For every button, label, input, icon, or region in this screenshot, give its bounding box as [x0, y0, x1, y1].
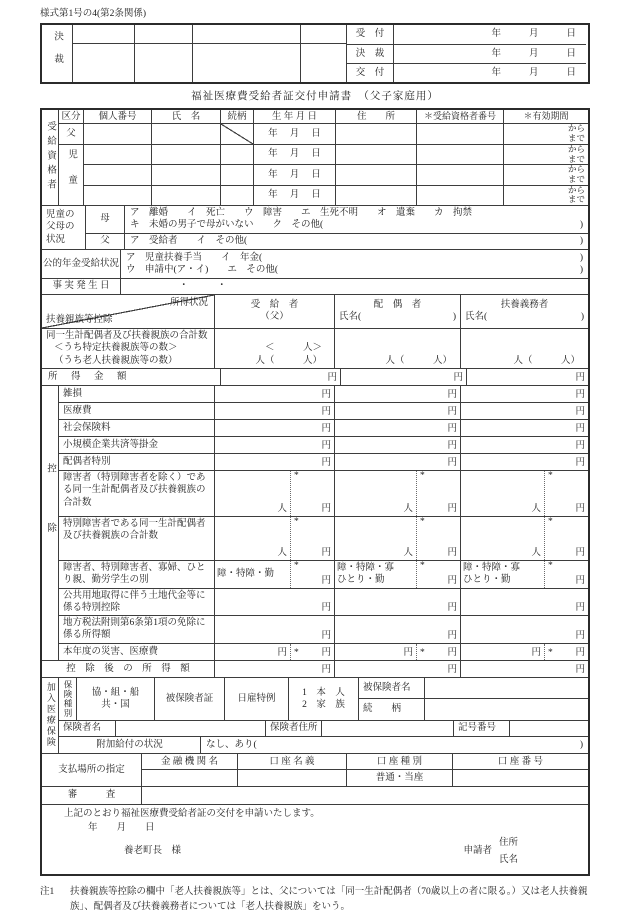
- review-cell: [141, 787, 588, 804]
- month-label: 月: [528, 67, 539, 78]
- deduction-row: 雑損 円 円 円: [58, 386, 588, 402]
- birthdate-cell: 年 月 日: [253, 145, 335, 164]
- account-holder-header: 口 座 名 義: [237, 754, 346, 770]
- amount-cell: 円: [220, 369, 340, 385]
- recipients-side-label: 受給資格者: [45, 121, 56, 194]
- address-cell: [335, 124, 416, 144]
- recipient-row-father: [58, 123, 588, 144]
- addressee: 養老町長 様: [124, 846, 182, 857]
- insurance-type-options: 協・組・船 共・国: [76, 678, 154, 720]
- relation-cell: [220, 186, 253, 205]
- valid-period-cell: から まで: [503, 186, 588, 205]
- recipient-number-cell: [416, 145, 503, 164]
- day-label: 日: [566, 29, 576, 40]
- dependents-count-row: [42, 328, 588, 368]
- stamp-box: [192, 25, 300, 43]
- income-amount-row: [42, 368, 588, 385]
- stamp-box: [300, 25, 346, 43]
- pension-label: 公的年金受給状況: [42, 258, 119, 269]
- applicant-address-label: 住所: [498, 837, 518, 848]
- amount-cell: 円: [334, 661, 460, 677]
- year-label: 年: [491, 67, 501, 78]
- year-label: 年: [491, 29, 501, 40]
- insurance-side-label: 加入医療保険: [45, 682, 56, 749]
- deduction-block: [42, 385, 588, 660]
- public-land-row: 公共用地取得に伴う土地代金等に係る特別控除 円 円 円: [58, 588, 588, 615]
- insurer-name-label: 保険者名: [58, 721, 115, 737]
- address-cell: [335, 186, 416, 205]
- fact-date-value: ・ ・: [120, 279, 588, 294]
- income-amount-label: 所 得 金 額: [48, 371, 129, 382]
- year-label: 年: [491, 48, 501, 59]
- col-header-valid-period: ＊有効期間: [503, 110, 588, 123]
- obligor-column-header: 扶養義務者 氏名( ): [460, 295, 588, 328]
- relation-cell-crossed: [220, 124, 253, 144]
- stamp-box: [72, 44, 134, 82]
- name-cell: [151, 186, 220, 205]
- account-number-header: 口 座 番 号: [452, 754, 588, 770]
- insurer-name-cell: [115, 721, 265, 737]
- approval-side-label: 決裁: [52, 31, 63, 77]
- special-disabled-row: 特別障害者である同一生計配偶者及び扶養親族の合計数 人 * 円 人 * 円 人 * 円: [58, 516, 588, 560]
- personal-number-cell: [83, 145, 151, 164]
- stamp-box: [134, 25, 192, 43]
- relation-cell: [220, 165, 253, 184]
- after-deduction-row: [42, 660, 588, 677]
- col-header-birthdate: 生 年 月 日: [253, 110, 335, 123]
- declaration-date: 年 月 日: [88, 823, 155, 834]
- account-number-cell: [452, 770, 588, 786]
- review-label: 審 査: [67, 790, 116, 801]
- recipient-rows-children: [58, 144, 588, 205]
- col-header-name: 氏 名: [151, 110, 220, 123]
- review-section: [42, 786, 588, 804]
- relation-value-cell: [424, 699, 588, 719]
- bank-name-header: 金 融 機 関 名: [160, 756, 218, 767]
- amount-cell: 円: [340, 369, 466, 385]
- issue-date-cell: [393, 64, 586, 82]
- account-type-header: 口 座 種 別: [346, 754, 452, 770]
- main-form-table: [40, 108, 590, 876]
- dependents-deduction-label: 扶養親族等控除: [46, 314, 113, 325]
- account-holder-cell: [237, 770, 346, 786]
- col-header-relation: 続柄: [220, 110, 253, 123]
- name-cell: [151, 124, 220, 144]
- additional-benefit-options: なし、あり( ): [200, 737, 588, 753]
- footnote-ref: 注1: [40, 886, 55, 897]
- payment-place-label: 支払場所の指定: [58, 764, 125, 775]
- insured-name-cell: [424, 678, 588, 698]
- personal-number-cell: [83, 186, 151, 205]
- day-label: 日: [566, 67, 576, 78]
- member-type-options: 1 本 人 2 家 族: [288, 678, 358, 720]
- after-deduction-label: 控 除 後 の 所 得 額: [66, 663, 190, 674]
- recipient-number-cell: [416, 186, 503, 205]
- reception-date-cell: [393, 25, 586, 43]
- stamp-box: [72, 25, 134, 43]
- recipients-section: [42, 110, 588, 205]
- recipient-number-cell: [416, 165, 503, 184]
- form-code: 様式第1号の4(第2条関係): [40, 9, 147, 19]
- day-label: 日: [566, 48, 576, 59]
- deduction-row: 配偶者特別 円 円 円: [58, 453, 588, 470]
- account-type-options: 普通・当座: [346, 770, 452, 786]
- approval-stamp-table: [40, 23, 590, 84]
- payment-section: [42, 753, 588, 786]
- relation-cell: [220, 145, 253, 164]
- amount-cell: 円: [466, 369, 588, 385]
- valid-period-cell: から まで: [503, 165, 588, 184]
- fact-date-section: [42, 278, 588, 294]
- deduction-side-label: 控除: [45, 463, 56, 583]
- insurer-address-cell: [321, 721, 453, 737]
- local-tax-row: 地方税法附則第6条第1項の免除に係る所得額 円 円 円: [58, 615, 588, 643]
- spouse-column-header: 配 偶 者 氏名( ): [334, 295, 460, 328]
- income-diagonal-header: [42, 295, 214, 328]
- birthdate-cell: 年 月 日: [253, 165, 335, 184]
- deduction-row: 医療費 円 円 円: [58, 402, 588, 419]
- fact-date-label: 事 実 発 生 日: [52, 281, 110, 292]
- applicant-name-label: 氏名: [498, 855, 518, 866]
- name-cell: [151, 145, 220, 164]
- bank-name-cell: [142, 770, 237, 786]
- deduction-row: 小規模企業共済等掛金 円 円 円: [58, 436, 588, 453]
- recipient-number-cell: [416, 124, 503, 144]
- col-header-personal-number: 個人番号: [83, 110, 151, 123]
- col-header-address: 住 所: [335, 110, 416, 123]
- mother-status-options: ア 離婚 イ 死亡 ウ 障害 エ 生死不明 オ 遺棄 カ 拘禁 キ 未婚の男子で母がいない ク その他( ): [130, 208, 583, 231]
- personal-number-cell: [83, 124, 151, 144]
- insurance-section: [42, 677, 588, 753]
- personal-number-cell: [83, 165, 151, 184]
- approval-date-cell: [393, 45, 586, 63]
- stamp-box: [134, 44, 192, 82]
- declaration-statement: 上記のとおり福祉医療費受給者証の交付を申請いたします。: [64, 808, 320, 819]
- stamp-box: [300, 44, 346, 82]
- income-status-label: 所得状況: [169, 297, 208, 308]
- insured-card-label: 被保険者証: [154, 678, 224, 720]
- relation-label: 続 柄: [358, 699, 424, 719]
- mother-row-label: 母: [100, 214, 110, 225]
- father-row-label: 父: [86, 233, 124, 249]
- month-label: 月: [528, 29, 539, 40]
- dependents-count-recipient: ＜ 人＞ 人（ 人）: [214, 329, 334, 368]
- pension-options: ア 児童扶養手当 イ 年金( ) ウ 申請中(ア・イ) エ その他( ): [120, 250, 588, 278]
- dependents-count-spouse: 人（ 人）: [334, 329, 460, 368]
- footnote-text: 扶養親族等控除の欄中「老人扶養親族等」とは、父については「同一生計配偶者（70歳以上の者に限る。）又は老人扶養親族」、配偶者及び扶養義務者については「老人扶養親族」をいう。: [70, 886, 588, 912]
- birthdate-cell: 年 月 日: [253, 124, 335, 144]
- income-header-row: [42, 294, 588, 328]
- disabled-dependents-row: 障害者（特別障害者を除く）である同一生計配偶者及び扶養親族の合計数 人 * 円 人 * 円 人 * 円: [58, 470, 588, 516]
- insurer-address-label: 保険者住所: [265, 721, 321, 737]
- dependents-count-label: 同一生計配偶者及び扶養親族の合計数 ＜うち特定扶養親族等の数＞ （うち老人扶養親族等の数）: [46, 330, 208, 366]
- children-category: 児童: [58, 145, 83, 205]
- approval-label: 決 裁: [355, 48, 385, 59]
- recipient-row-child: [83, 164, 588, 184]
- disaster-row: 本年度の災害、医療費 円 * 円 円 * 円 円 * 円: [58, 643, 588, 660]
- applicant-block: [463, 837, 518, 867]
- father-category: 父: [58, 124, 83, 144]
- col-header-category: 区分: [58, 110, 83, 123]
- month-label: 月: [528, 48, 539, 59]
- symbol-number-cell: [509, 721, 588, 737]
- amount-cell: 円: [460, 661, 588, 677]
- symbol-number-label: 記号番号: [453, 721, 509, 737]
- stamp-box: [192, 44, 300, 82]
- deduction-row: 社会保険料 円 円 円: [58, 419, 588, 436]
- issue-label: 交 付: [355, 67, 385, 78]
- parent-status-side-label: 児童の 父母の 状況: [46, 209, 75, 245]
- footnote: [40, 885, 590, 914]
- valid-period-cell: から まで: [503, 124, 588, 144]
- insurance-type-label: 保険種別: [58, 678, 76, 720]
- insured-name-label: 被保険者名: [358, 678, 424, 698]
- name-cell: [151, 165, 220, 184]
- declaration-section: [42, 804, 588, 874]
- page-title: 福祉医療費受給者証交付申請書 （父子家庭用）: [191, 91, 439, 103]
- dependents-count-obligor: 人（ 人）: [460, 329, 588, 368]
- day-labor-label: 日雇特例: [224, 678, 288, 720]
- birthdate-cell: 年 月 日: [253, 186, 335, 205]
- reception-label: 受 付: [355, 29, 385, 40]
- col-header-recipient-number: ＊受給資格者番号: [416, 110, 503, 123]
- valid-period-cell: から まで: [503, 145, 588, 164]
- category-row: 障害者、特別障害者、寡婦、ひとり親、勤労学生の別 障・特障・勤 * 円 障・特障・寡 ひとり・勤 * 円 障・特障・寡 ひとり・勤 * 円: [58, 560, 588, 588]
- recipient-row-child: [83, 145, 588, 164]
- address-cell: [335, 145, 416, 164]
- recipient-row-child: [83, 185, 588, 205]
- additional-benefit-label: 附加給付の状況: [58, 737, 200, 753]
- applicant-label: 申請者: [463, 846, 492, 857]
- pension-section: [42, 249, 588, 278]
- address-cell: [335, 165, 416, 184]
- amount-cell: 円: [214, 661, 334, 677]
- parent-status-section: [42, 205, 588, 249]
- father-status-options: ア 受給者 イ その他( ): [125, 233, 588, 249]
- recipient-column-header: 受 給 者 （父）: [214, 295, 334, 328]
